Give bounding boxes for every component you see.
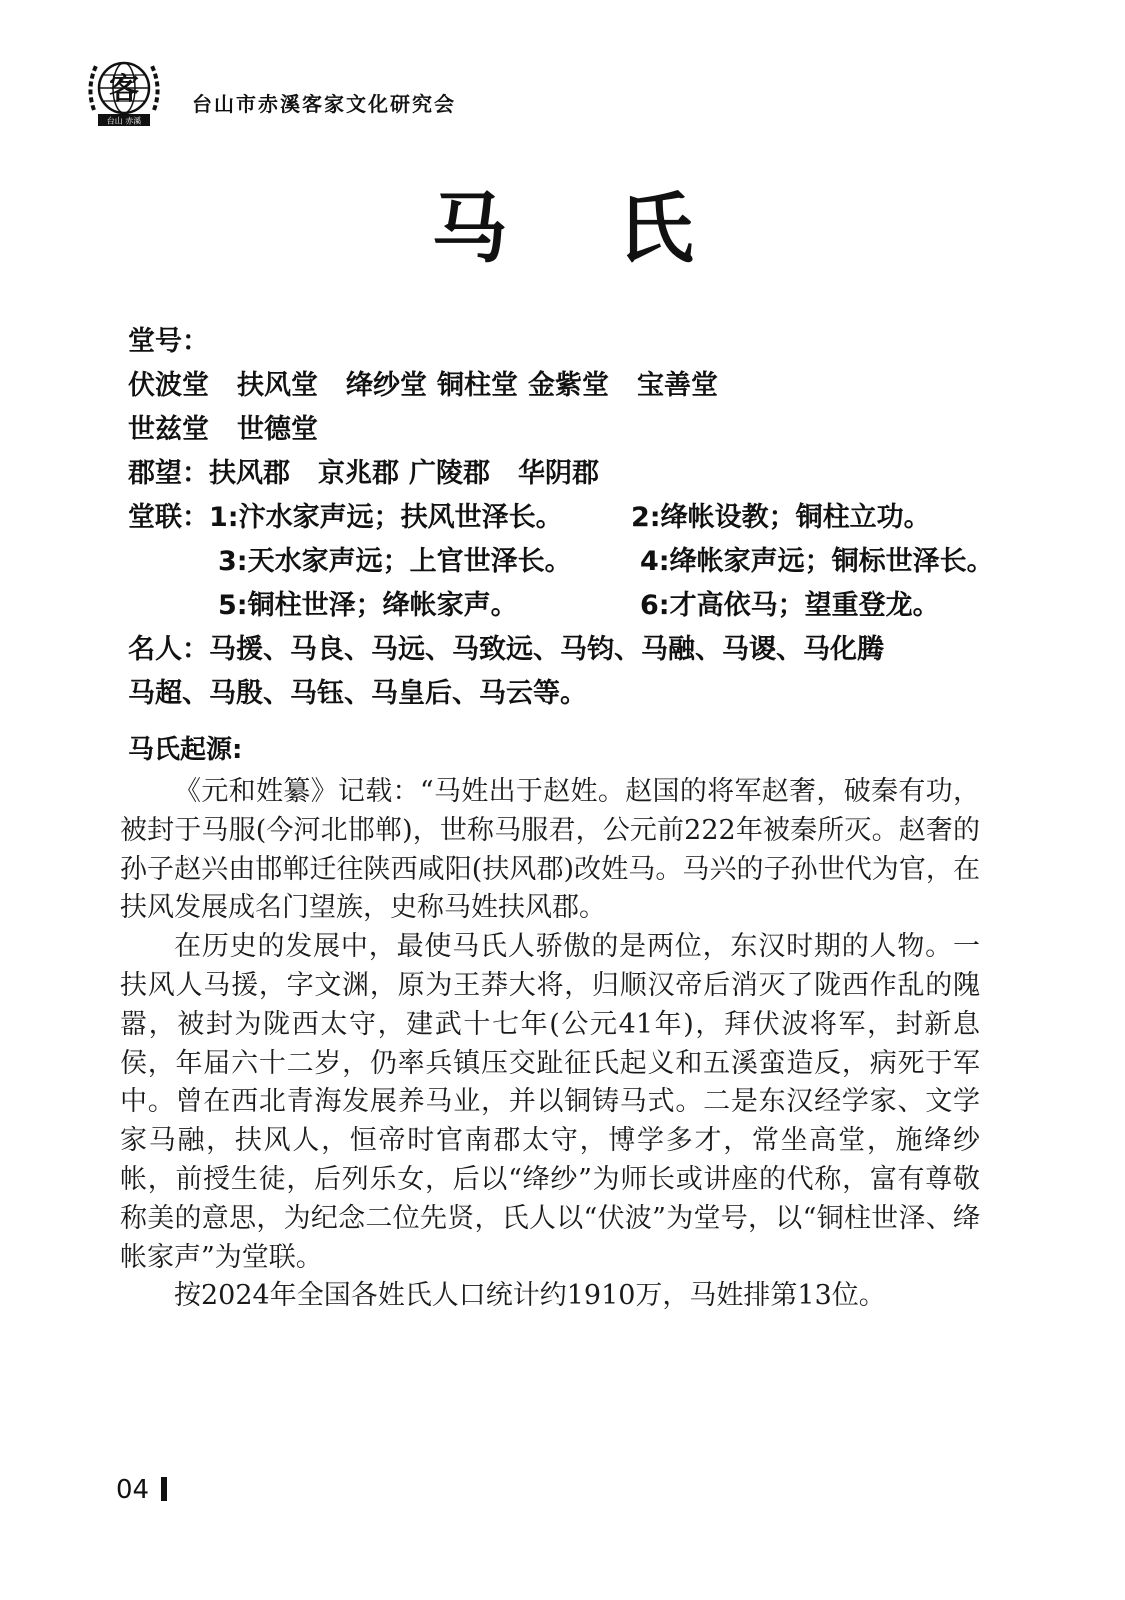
- origin-body: [120, 773, 980, 1316]
- couplet: 4:绛帐家声远；铜标世泽长。: [640, 546, 994, 577]
- tanglian-row-2: [128, 540, 1088, 584]
- page-title: 马氏: [431, 184, 804, 273]
- svg-text:台山 赤溪: 台山 赤溪: [106, 116, 142, 126]
- page-footer: [116, 1470, 167, 1510]
- junwang-row: [128, 452, 1088, 496]
- wreath-seal-icon: [84, 52, 164, 136]
- hall-name: 扶风堂: [237, 370, 318, 401]
- page-header: [84, 52, 784, 136]
- hall-name: 世兹堂: [128, 414, 209, 445]
- tanglian-row-3: [128, 584, 1088, 628]
- commandery-name: 京兆郡: [318, 458, 399, 489]
- couplet: 5:铜柱世泽；绛帐家声。: [218, 590, 518, 621]
- couplet: 6:才高依马；望重登龙。: [640, 590, 940, 621]
- paragraph: 《元和姓纂》记载：“马姓出于赵姓。赵国的将军赵奢，破秦有功，被封于马服(今河北邯郸)，世称马服君，公元前222年被秦所灭。赵奢的孙子赵兴由邯郸迁往陕西咸阳(扶风郡)改姓马。马兴的子孙世代为官，在扶风发展成名门望族，史称马姓扶风郡。: [120, 776, 980, 924]
- svg-text:客: 客: [109, 72, 139, 107]
- tanghao-heading: [128, 320, 1088, 364]
- mingren-row-1: [128, 628, 1088, 672]
- mingren-label: 名人：: [128, 634, 209, 665]
- hall-name: 绛纱堂: [346, 370, 427, 401]
- hall-name: 金紫堂: [528, 370, 609, 401]
- junwang-label: 郡望：: [128, 458, 209, 489]
- surname-info: [128, 320, 1088, 716]
- hall-name: 宝善堂: [637, 370, 718, 401]
- tanghao-label: 堂号：: [128, 326, 209, 357]
- tanglian-label: 堂联：: [128, 502, 209, 533]
- origin-heading: 马氏起源:: [128, 735, 243, 765]
- couplet: 1:汴水家声远；扶风世泽长。: [209, 502, 563, 533]
- hall-name: 世德堂: [237, 414, 318, 445]
- tanghao-row-2: [128, 408, 1088, 452]
- couplet: 2:绛帐设教；铜柱立功。: [631, 502, 931, 533]
- page-number: 04: [116, 1475, 150, 1505]
- paragraph: 在历史的发展中，最使马氏人骄傲的是两位，东汉时期的人物。一扶风人马援，字文渊，原为王莽大将，归顺汉帝后消灭了陇西作乱的隗嚣，被封为陇西太守，建武十七年(公元41年)，拜伏波将军，封新息侯，年届六十二岁，仍率兵镇压交趾征氏起义和五溪蛮造反，病死于军中。曾在西北青海发展养马业，并以铜铸马式。二是东汉经学家、文学家马融，扶风人，恒帝时官南郡太守，博学多才，常坐高堂，施绛纱帐，前授生徒，后列乐女，后以“绛纱”为师长或讲座的代称，富有尊敬称美的意思，为纪念二位先贤，氏人以“伏波”为堂号，以“铜柱世泽、绛帐家声”为堂联。: [120, 931, 980, 1273]
- commandery-name: 华阴郡: [518, 458, 599, 489]
- hall-name: 伏波堂: [128, 370, 209, 401]
- tanghao-row-1: [128, 364, 1088, 408]
- hall-name: 铜柱堂: [437, 370, 518, 401]
- mingren-row-2: [128, 672, 1088, 716]
- paragraph: 按2024年全国各姓氏人口统计约1910万，马姓排第13位。: [174, 1280, 886, 1312]
- organization-name: 台山市赤溪客家文化研究会: [192, 92, 456, 116]
- tanglian-row-1: [128, 496, 1088, 540]
- notable-people: 马援、马良、马远、马致远、马钧、马融、马谡、马化腾: [209, 634, 884, 665]
- commandery-name: 广陵郡: [409, 458, 490, 489]
- commandery-name: 扶风郡: [209, 458, 290, 489]
- notable-people: 马超、马殷、马钰、马皇后、马云等。: [128, 678, 587, 709]
- couplet: 3:天水家声远；上官世泽长。: [218, 546, 572, 577]
- page-marker-bar: [161, 1477, 167, 1501]
